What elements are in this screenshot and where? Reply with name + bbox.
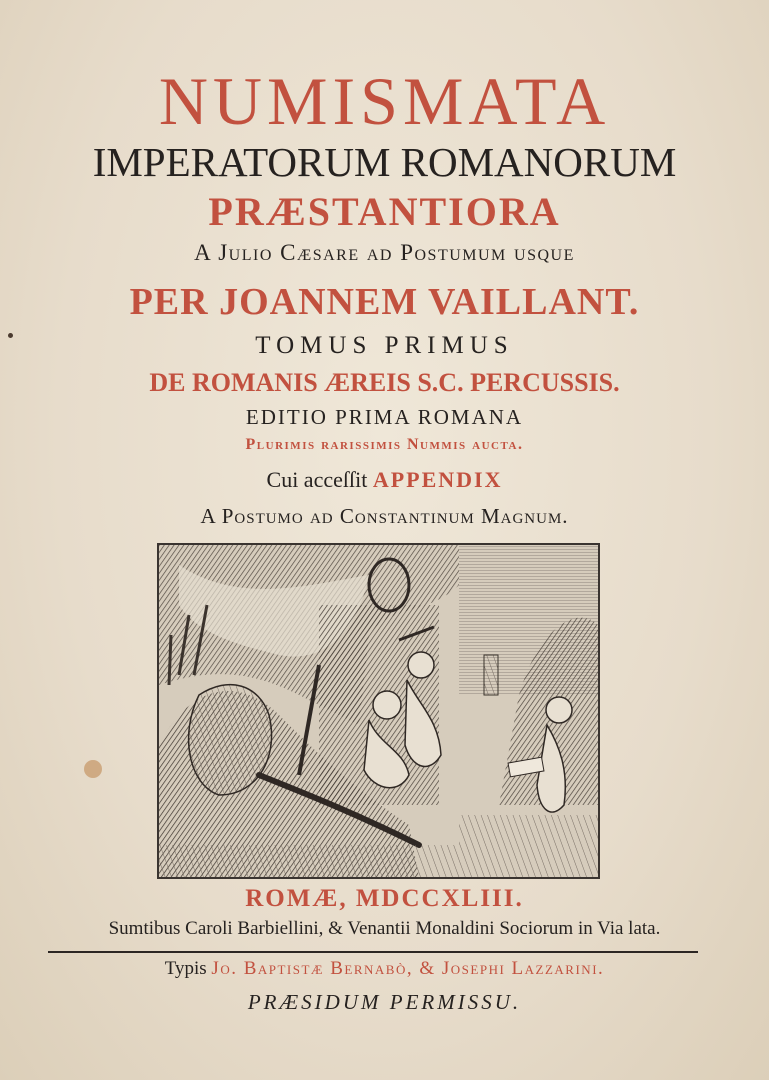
permission-line: PRÆSIDUM PERMISSU. — [247, 990, 522, 1014]
imprint-divider — [48, 951, 698, 953]
printers-names: Jo. Baptistæ Bernabò, & Josephi Lazzarini. — [211, 958, 605, 979]
edition-line: EDITIO PRIMA ROMANA — [245, 405, 524, 429]
subtitle-line-2: PRÆSTANTIORA — [208, 189, 561, 234]
appendix-scope-line: A Postumo ad Constantinum Magnum. — [200, 504, 569, 528]
title: NUMISMATA — [158, 63, 611, 139]
appendix-line — [0, 467, 769, 493]
paper-stain — [84, 760, 102, 778]
appendix-word: APPENDIX — [372, 467, 503, 492]
edition-note-line: Plurimis rarissimis Nummis aucta. — [245, 436, 524, 453]
volume-subject-line: DE ROMANIS ÆREIS S.C. PERCUSSIS. — [149, 368, 620, 397]
frontispiece-engraving — [157, 543, 600, 879]
subtitle-line-1: IMPERATORUM ROMANORUM — [92, 139, 677, 185]
publishers-line: Sumtibus Caroli Barbiellini, & Venantii Monaldini Sociorum in Via lata. — [108, 918, 661, 939]
printers-line — [0, 958, 769, 980]
author-line: PER JOANNEM VAILLANT. — [129, 281, 640, 323]
date-range-line: A Julio Cæsare ad Postumum usque — [194, 240, 575, 265]
volume-line: TOMUS PRIMUS — [255, 332, 514, 359]
appendix-prefix: Cui acceſſit — [266, 467, 368, 492]
place-date-line: ROMÆ, MDCCXLIII. — [245, 885, 524, 912]
printers-prefix: Typis — [164, 958, 207, 979]
